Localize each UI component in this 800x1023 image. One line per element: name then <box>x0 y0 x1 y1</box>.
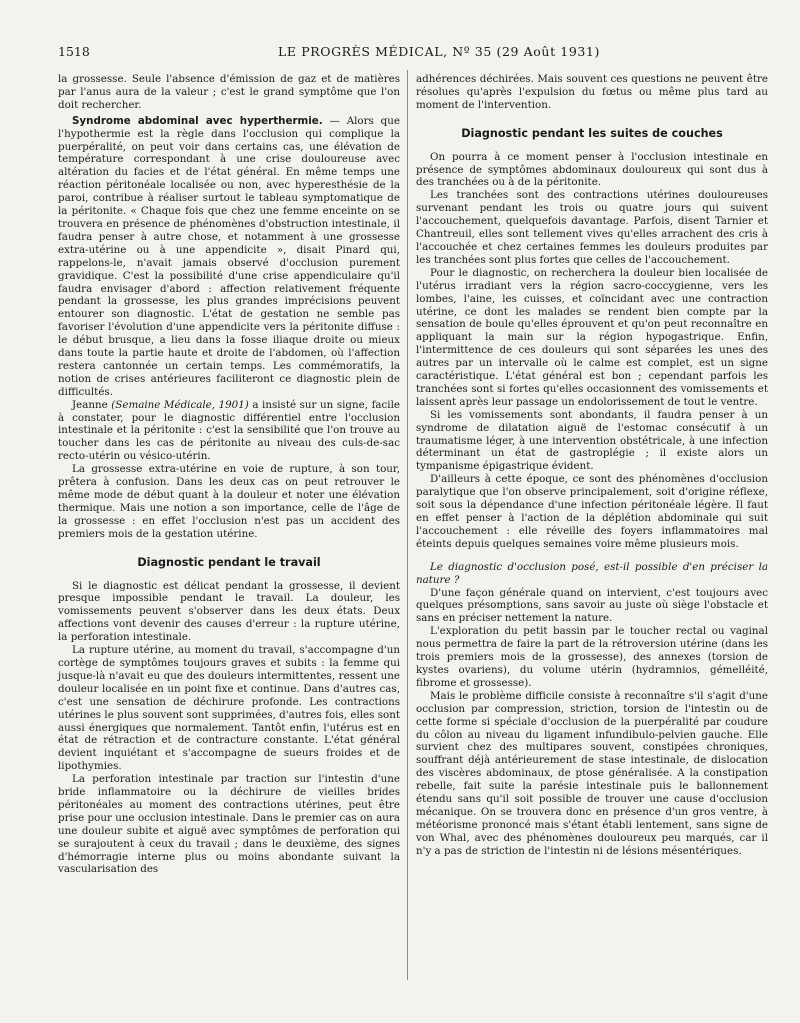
page-header <box>58 44 770 64</box>
author-name: Jeanne <box>72 398 108 411</box>
citation: (Semaine Médicale, 1901) <box>111 398 249 411</box>
paragraph: On pourra à ce moment penser à l'occlusion intestinale en présence de symptômes abdominaux douloureux qui sont dus à des tranchées ou à de la péritonite. <box>416 150 768 189</box>
paragraph: Si le diagnostic est délicat pendant la grossesse, il devient presque impossible pendant le travail. La douleur, les vomissements peuvent s'observer dans les deux états. Deux affections vont devenir des causes d'erreur : la rupture utérine, la perforation intestinale. <box>58 579 400 644</box>
paragraph: adhérences déchirées. Mais souvent ces questions ne peuvent être résolues qu'après l'expulsion du fœtus ou même plus tard au moment de l'intervention. <box>416 73 768 111</box>
paragraph-text: — Alors que l'hypothermie est la règle dans l'occlusion qui complique la puerpéralité, on peut voir dans certains cas, une élévation de température correspondant à une crise douloureuse avec altération du facies et de l'état général. En même temps une réaction péritonéale localisée ou non, avec hyperesthésie de la paroi, contribue à réaliser surtout le tableau symptomatique de la péritonite. « Chaque fois que chez une femme enceinte on se trouvera en présence de phénomènes d'obstruction intestinale, il faudra penser à autre chose, et notamment à une grossesse extra-utérine ou à une appendicite », disait Pinard qui, rappelons-le, n'avait jamais observé d'occlusion purement gravidique. C'est la possibilité d'une crise appendiculaire qu'il faudra envisager d'abord : affection relativement fréquente pendant la grossesse, les plus grandes imprécisions peuvent entourer son diagnostic. L'état de gestation ne semble pas favoriser l'évolution d'une appendicite vers la péritonite diffuse : le début brusque, a lieu dans la fosse iliaque droite ou mieux dans toute la partie haute et droite de l'abdomen, où l'affection restera cantonnée un certain temps. Les commémoratifs, la notion de crises antérieures faciliteront ce diagnostic plein de difficultés. <box>58 114 400 398</box>
section-title-suites: Diagnostic pendant les suites de couches <box>461 126 723 140</box>
italic-question: Le diagnostic d'occlusion posé, est-il possible d'en préciser la nature ? <box>416 560 768 586</box>
paragraph-jeanne <box>58 399 400 464</box>
column-divider <box>407 70 408 980</box>
paragraph-text: a insisté sur un signe, facile à constater, pour le diagnostic différentiel entre l'occlusion intestinale et la péritonite : c'est la sensibilité que l'on trouve au toucher dans les cas de péritonite au niveau des culs-de-sac recto-utérin ou vésico-utérin. <box>58 398 400 463</box>
paragraph: La rupture utérine, au moment du travail, s'accompagne d'un cortège de symptômes toujours graves et subits : la femme qui jusque-là n'avait eu que des douleurs intermittentes, ressent une douleur localisée en un point fixe et continue. Dans d'autres cas, c'est une sensation de déchirure profonde. Les contractions utérines le plus souvent sont supprimées, d'autres fois, elles sont aussi énergiques que normalement. Tantôt enfin, l'utérus est en état de rétraction et de contracture constante. L'état général devient inquiétant et s'accompagne de sueurs froides et de lipothymies. <box>58 644 400 773</box>
paragraph: Les tranchées sont des contractions utérines douloureuses survenant pendant les trois ou quatre jours qui suivent l'accouchement, quelquefois davantage. Parfois, disent Tarnier et Chantreuil, elles sont tellement vives qu'elles arrachent des cris à l'accouchée et chez certaines femmes les douleurs produites par les tranchées sont plus fortes que celles de l'accouchement. <box>416 189 768 266</box>
right-column <box>416 73 768 858</box>
paragraph: Pour le diagnostic, on recherchera la douleur bien localisée de l'utérus irradiant vers la région sacro-coccygienne, vers les lombes, l'aine, les cuisses, et coïncidant avec une contraction utérine, ce dont les malades se rendent bien compte par la sensation de boule qu'elles éprouvent et qu'on peut reconnaître en appliquant la main sur la région hypogastrique. Enfin, l'intermittence de ces douleurs qui sont séparées les unes des autres par un intervalle où le calme est complet, est un signe caractéristique. L'état général est bon ; cependant parfois les tranchées sont si fortes qu'elles occasionnent des vomissements et laissent après leur passage un endolorissement de tout le ventre. <box>416 266 768 408</box>
left-column <box>58 73 400 876</box>
paragraph: La grossesse extra-utérine en voie de rupture, à son tour, prêtera à confusion. Dans les deux cas on peut retrouver le même mode de début quant à la douleur et noter une élévation thermique. Mais une notion a son importance, celle de l'âge de la grossesse : en effet l'occlusion n'est pas un accident des premiers mois de la gestation utérine. <box>58 463 400 540</box>
subheading-syndrome: Syndrome abdominal avec hyperthermie. <box>72 114 323 127</box>
paragraph: la grossesse. Seule l'absence d'émission de gaz et de matières par l'anus aura de la valeur ; c'est le grand symptôme que l'on doit rechercher. <box>58 73 400 111</box>
paragraph: L'exploration du petit bassin par le toucher rectal ou vaginal nous permettra de faire la part de la rétroversion utérine (dans les trois premiers mois de la grossesse), des annexes (torsion de kystes ovariens), du volume utérin (hydramnios, gémelléité, fibrome et grossesse). <box>416 625 768 689</box>
paragraph: La perforation intestinale par traction sur l'intestin d'une bride inflammatoire ou la déchirure de vieilles brides péritonéales au moment des contractions utérines, peut être prise pour une occlusion intestinale. Dans le premier cas on aura une douleur subite et aiguë avec symptômes de perforation qui se surajoutent à ceux du travail ; dans le deuxième, des signes d'hémorragie interne plus ou moins abondante suivant la vascularisation des <box>58 773 400 876</box>
running-title: LE PROGRÈS MÉDICAL, Nº 35 (29 Août 1931) <box>278 44 600 59</box>
paragraph: D'ailleurs à cette époque, ce sont des phénomènes d'occlusion paralytique que l'on observe principalement, soit d'origine réflexe, soit sous la dépendance d'une infection péritonéale légère. Il faut en effet penser à l'action de la déplétion abdominale qui suit l'accouchement : elle réveille des foyers inflammatoires mal éteints depuis quelques semaines voire même plusieurs mois. <box>416 473 768 550</box>
paragraph: Mais le problème difficile consiste à reconnaître s'il s'agit d'une occlusion par compression, striction, torsion de l'intestin ou de cette forme si spéciale d'occlusion de la puerpéralité par coudure du côlon au niveau du ligament infundibulo-pelvien gauche. Elle survient chez des multipares souvent, constipées chroniques, souffrant déjà antérieurement de stase intestinale, de dislocation des viscères abdominaux, de ptose généralisée. A la constipation rebelle, fait suite la parésie intestinale puis le ballonnement étendu sans qu'il soit possible de trouver une cause d'occlusion mécanique. On se trouvera donc en présence d'un gros ventre, à météorisme prononcé mais s'étant établi lentement, sans signe de von Whal, avec des phénomènes douloureux peu marqués, car il n'y a pas de striction de l'intestin ni de lésions mésentériques. <box>416 689 768 857</box>
paragraph: Si les vomissements sont abondants, il faudra penser à un syndrome de dilatation aiguë de l'estomac consécutif à un traumatisme léger, à une intervention obstétricale, à une infection déterminant un état de gastroplégie ; il existe alors un tympanisme épigastrique évident. <box>416 408 768 473</box>
page-number: 1518 <box>58 44 90 59</box>
paragraph: D'une façon générale quand on intervient, c'est toujours avec quelques présomptions, sans savoir au juste où siège l'obstacle et sans en préciser nettement la nature. <box>416 586 768 625</box>
paragraph-syndrome <box>58 115 400 399</box>
section-title-travail: Diagnostic pendant le travail <box>137 555 321 569</box>
